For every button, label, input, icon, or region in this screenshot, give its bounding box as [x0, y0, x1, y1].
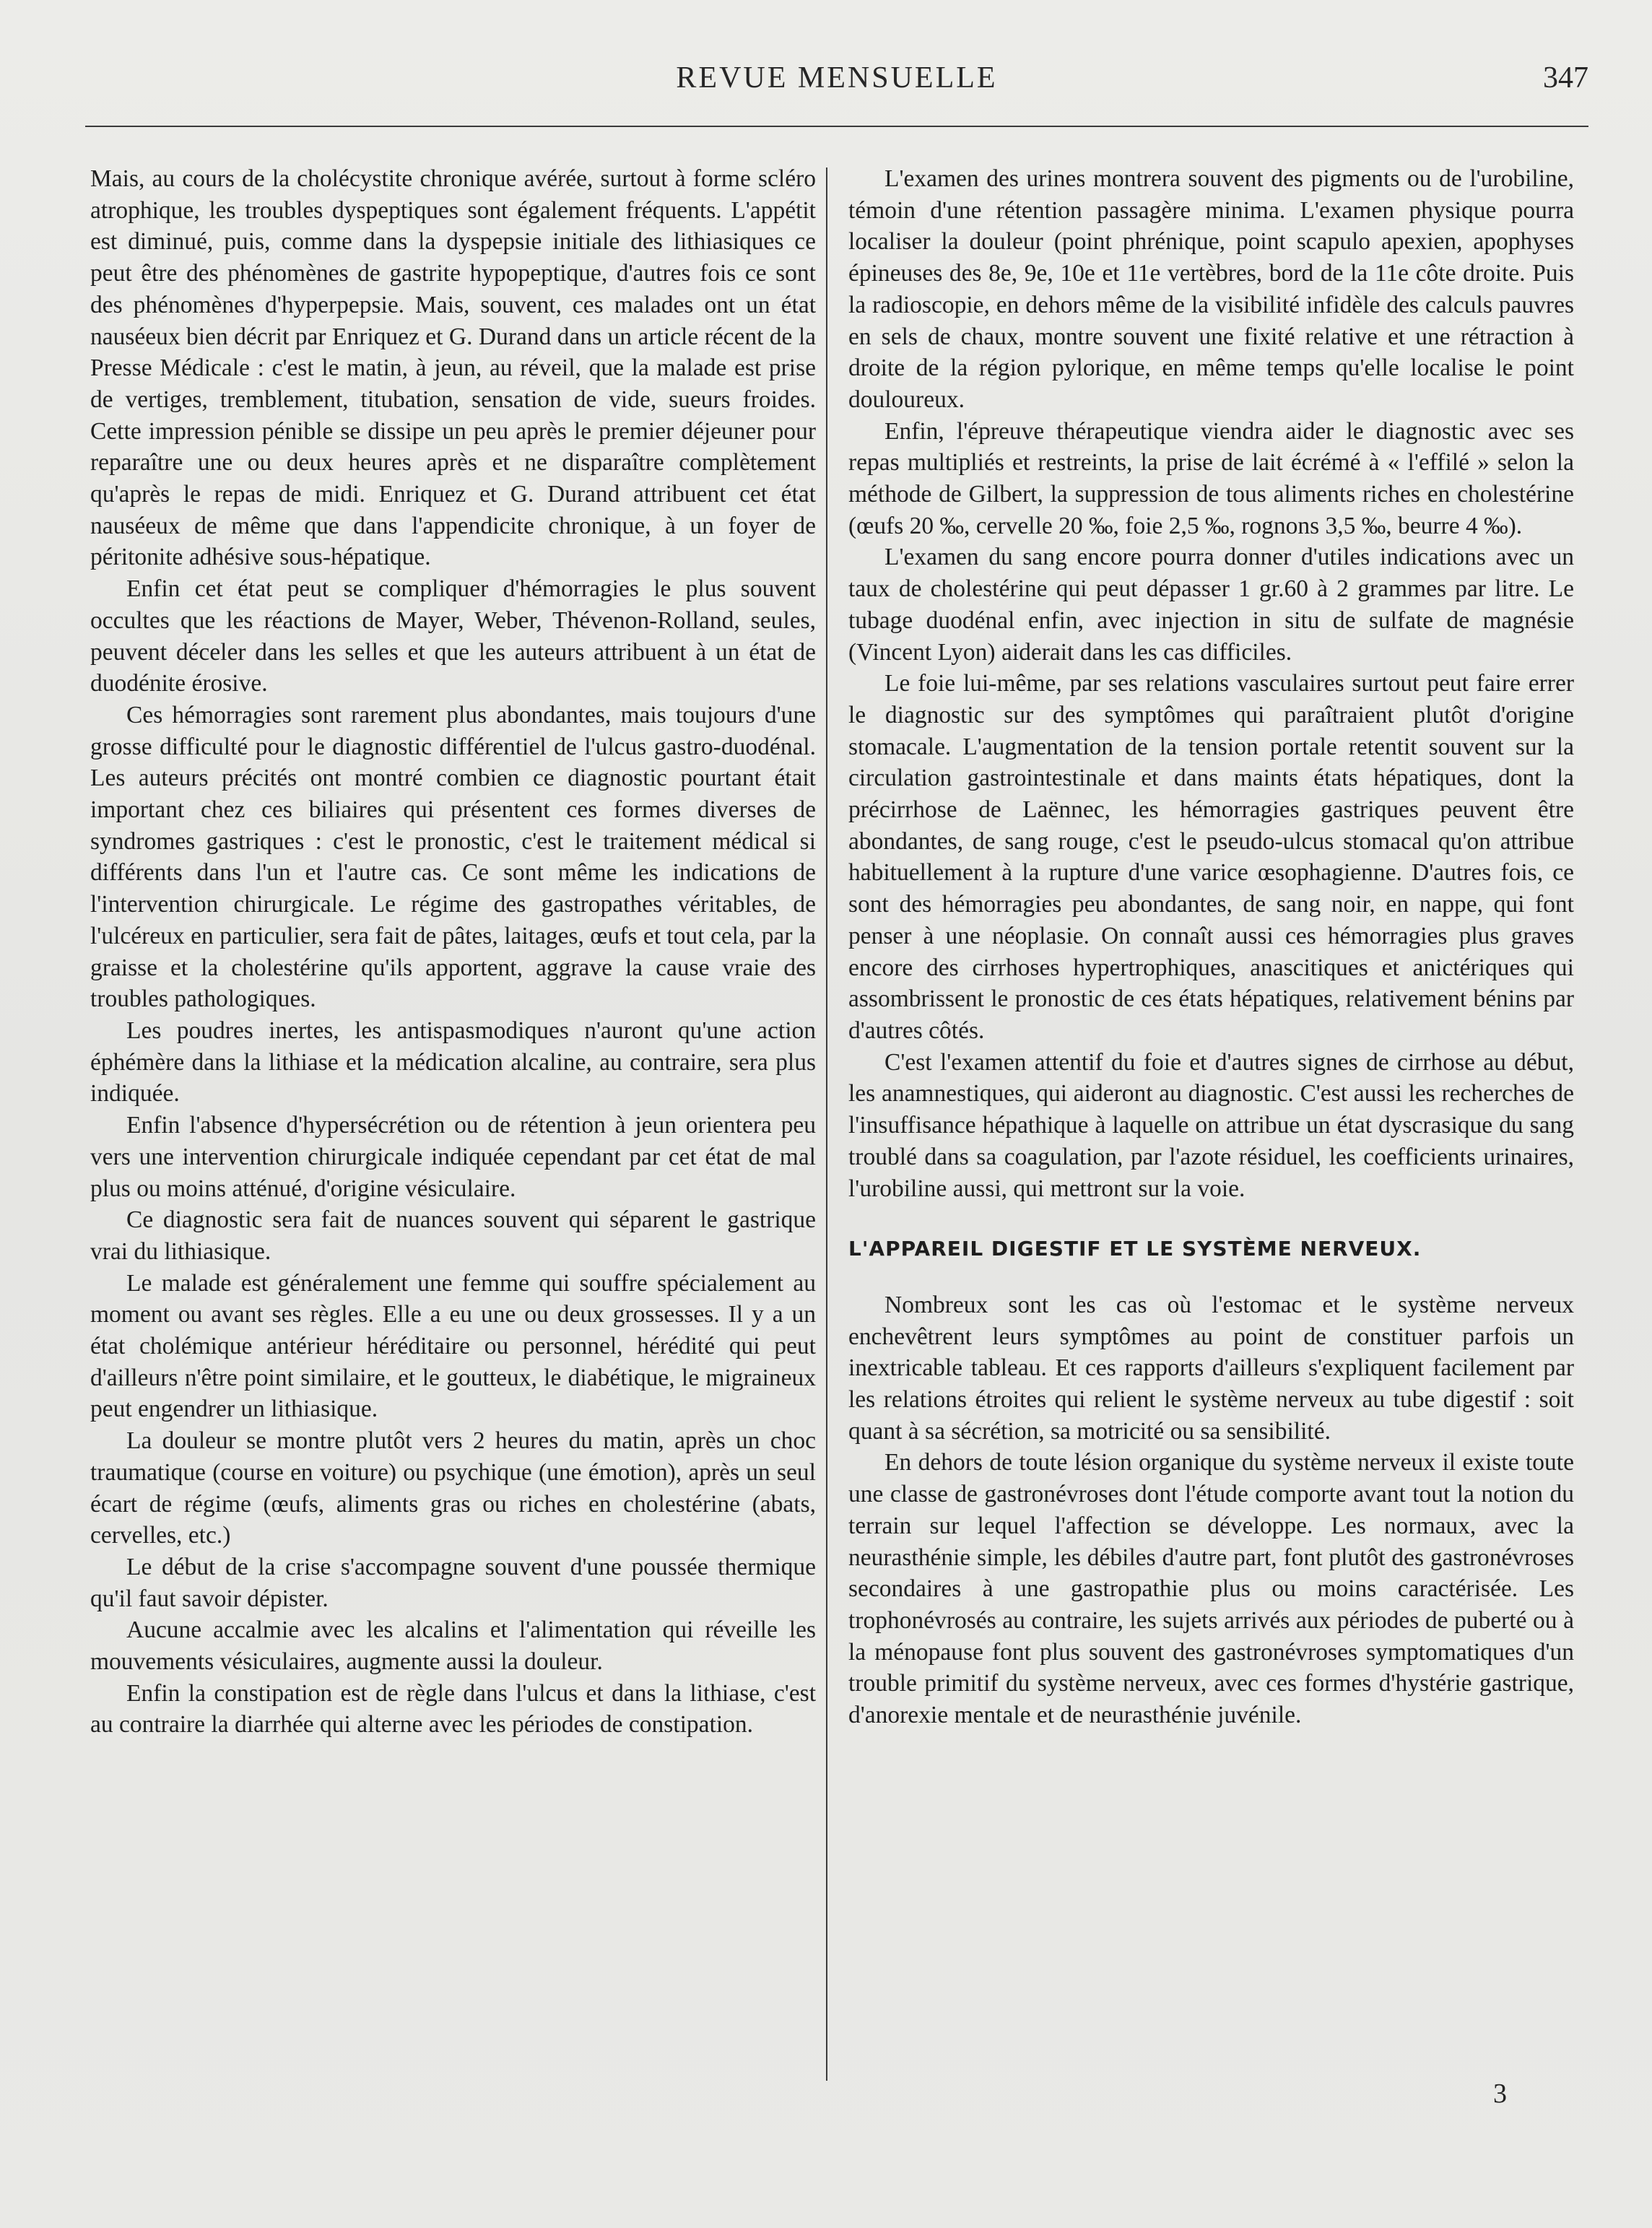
paragraph: Les poudres inertes, les antispasmodiques n'auront qu'une action éphémère dans la lithiase et la médication alcaline, au contraire, sera plus indiquée.: [90, 1017, 816, 1108]
paragraph: Ces hémorragies sont rarement plus abondantes, mais toujours d'une grosse difficulté pour le diagnostic différentiel de l'ulcus gastro-duodénal. Les auteurs précités ont montré combien ce diagnostic pourtant était important chez ces biliaires qui présentent ces formes diverses de syndromes gastriques : c'est le pronostic, c'est le traitement médical si différents dans l'un et l'autre cas. Ce sont même les indications de l'intervention chirurgicale. Le régime des gastropathes véritables, de l'ulcéreux en particulier, sera fait de pâtes, laitages, œufs et tout cela, par la graisse et la cholestérine qu'ils apportent, aggrave la cause vraie des troubles pathologiques.: [90, 701, 816, 1013]
column-divider: [826, 167, 827, 2081]
paragraph: Nombreux sont les cas où l'estomac et le système nerveux enchevêtrent leurs symptômes au point de constituer parfois un inextricable tableau. Et ces rapports d'ailleurs s'expliquent facilement par les relations étroites qui relient le système nerveux au tube digestif : soit quant à sa sécrétion, sa motricité ou sa sensibilité.: [848, 1291, 1574, 1445]
paragraph: Le malade est généralement une femme qui souffre spécialement au moment ou avant ses règles. Elle a eu une ou deux grossesses. Il y a un état cholémique antérieur héréditaire ou personnel, hérédité qui peut d'ailleurs n'être point similaire, et le goutteux, le diabétique, le migraineux peut engendrer un lithiasique.: [90, 1269, 816, 1423]
paragraph: Aucune accalmie avec les alcalins et l'alimentation qui réveille les mouvements vésiculaires, augmente aussi la douleur.: [90, 1616, 816, 1676]
right-column: [848, 163, 1574, 1731]
running-title: REVUE MENSUELLE: [676, 61, 998, 95]
paragraph: Enfin l'absence d'hypersécrétion ou de rétention à jeun orientera peu vers une intervention chirurgicale indiquée cependant par cet état de mal plus ou moins atténué, d'origine vésiculaire.: [90, 1112, 816, 1202]
paragraph: L'examen des urines montrera souvent des pigments ou de l'urobiline, témoin d'une rétention passagère minima. L'examen physique pourra localiser la douleur (point phrénique, point scapulo apexien, apophyses épineuses des 8e, 9e, 10e et 11e vertèbres, bord de la 11e côte droite. Puis la radioscopie, en dehors même de la visibilité infidèle des calculs pauvres en sels de chaux, montre souvent une fixité relative et une rétraction à droite de la région pylorique, en même temps qu'elle localise le point douloureux.: [848, 165, 1574, 413]
signature-mark: 3: [1493, 2079, 1507, 2109]
page-header: [85, 56, 1588, 107]
paragraph: Enfin cet état peut se compliquer d'hémorragies le plus souvent occultes que les réactions de Mayer, Weber, Thévenon-Rolland, seules, peuvent déceler dans les selles et que les auteurs attribuent à un état de duodénite érosive.: [90, 575, 816, 697]
paragraph: Mais, au cours de la cholécystite chronique avérée, surtout à forme scléro atrophique, les troubles dyspeptiques sont également fréquents. L'appétit est diminué, puis, comme dans la dyspepsie initiale des lithiasiques ce peut être des phénomènes de gastrite hypopeptique, d'autres fois ce sont des phénomènes d'hyperpepsie. Mais, souvent, ces malades ont un état nauséeux bien décrit par Enriquez et G. Durand dans un article récent de la Presse Médicale : c'est le matin, à jeun, au réveil, que la malade est prise de vertiges, tremblement, titubation, sensation de vide, sueurs froides. Cette impression pénible se dissipe un peu après le premier déjeuner pour reparaître une ou deux heures après et ne disparaître complètement qu'après le repas de midi. Enriquez et G. Durand attribuent cet état nauséeux de même que dans l'appendicite chronique, à un foyer de péritonite adhésive sous-hépatique.: [90, 165, 816, 571]
paragraph: Enfin, l'épreuve thérapeutique viendra aider le diagnostic avec ses repas multipliés et restreints, la prise de lait écrémé à « l'effilé » selon la méthode de Gilbert, la suppression de tous aliments riches en cholestérine (œufs 20 ‰, cervelle 20 ‰, foie 2,5 ‰, rognons 3,5 ‰, beurre 4 ‰).: [848, 417, 1574, 539]
paragraph: Enfin la constipation est de règle dans l'ulcus et dans la lithiase, c'est au contraire la diarrhée qui alterne avec les périodes de constipation.: [90, 1679, 816, 1739]
paragraph: Ce diagnostic sera fait de nuances souvent qui séparent le gastrique vrai du lithiasique.: [90, 1206, 816, 1265]
section-heading: L'APPAREIL DIGESTIF ET LE SYSTÈME NERVEUX.: [848, 1237, 1422, 1261]
paragraph: L'examen du sang encore pourra donner d'utiles indications avec un taux de cholestérine qui peut dépasser 1 gr.60 à 2 grammes par litre. Le tubage duodénal enfin, avec injection in situ de sulfate de magnésie (Vincent Lyon) aiderait dans les cas difficiles.: [848, 544, 1574, 666]
paragraph: C'est l'examen attentif du foie et d'autres signes de cirrhose au début, les anamnestiques, qui aideront au diagnostic. C'est aussi les recherches de l'insuffisance hépathique à laquelle on attribue un état dyscrasique du sang troublé dans sa coagulation, par l'azote résiduel, les coefficients urinaires, l'urobiline aussi, qui mettront sur la voie.: [848, 1048, 1574, 1202]
paragraph: En dehors de toute lésion organique du système nerveux il existe toute une classe de gastronévroses dont l'étude comporte avant tout la notion du terrain sur lequel l'affection se développe. Les normaux, avec la neurasthénie simple, les débiles d'autre part, font plutôt des gastronévroses secondaires à une gastropathie plus ou moins caractérisée. Les trophonévrosés au contraire, les sujets arrivés aux périodes de puberté ou à la ménopause font plus souvent des gastronévroses symptomatiques d'un trouble primitif du système nerveux, avec ces formes d'hystérie gastrique, d'anorexie mentale et de neurasthénie juvénile.: [848, 1449, 1574, 1729]
paragraph: Le foie lui-même, par ses relations vasculaires surtout peut faire errer le diagnostic sur des symptômes qui paraîtraient plutôt d'origine stomacale. L'augmentation de la tension portale retentit souvent sur la circulation gastrointestinale et dans maints états hépatiques, dont la précirrhose de Laënnec, les hémorragies gastriques peuvent être abondantes, de sang rouge, c'est le pseudo-ulcus stomacal qu'on attribue habituellement à la rupture d'une varice œsophagienne. D'autres fois, ce sont des hémorragies peu abondantes, de sang noir, en nappe, qui font penser à une néoplasie. On connaît aussi ces hémorragies plus graves encore des cirrhoses hypertrophiques, anascitiques et anictériques qui assombrissent le pronostic de ces états hépatiques, relativement bénins par d'autres côtés.: [848, 670, 1574, 1044]
page-number: 347: [1543, 61, 1588, 95]
paragraph: La douleur se montre plutôt vers 2 heures du matin, après un choc traumatique (course en voiture) ou psychique (une émotion), après un seul écart de régime (œufs, aliments gras ou riches en cholestérine (abats, cervelles, etc.): [90, 1427, 816, 1549]
left-column: [90, 163, 816, 1741]
paragraph: Le début de la crise s'accompagne souvent d'une poussée thermique qu'il faut savoir dépister.: [90, 1553, 816, 1612]
header-rule: [85, 126, 1588, 127]
